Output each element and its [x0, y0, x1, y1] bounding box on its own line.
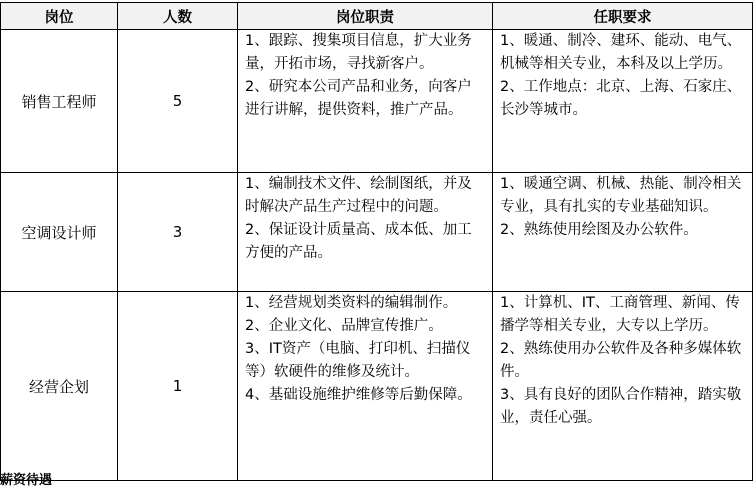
- table-row: [1, 30, 753, 173]
- requirements-cell: [493, 173, 753, 292]
- duty-item: 3、IT资产（电脑、打印机、扫描仪等）软硬件的维修及统计。: [245, 341, 471, 380]
- position-cell: 经营企划: [1, 292, 118, 481]
- count-cell: 1: [118, 292, 238, 481]
- count-cell: 5: [118, 30, 238, 173]
- table-row: [1, 292, 753, 481]
- table-row: [1, 173, 753, 292]
- footer-heading-fragment: 薪资待遇: [0, 473, 53, 488]
- position-cell: 空调设计师: [1, 173, 118, 292]
- requirement-item: 2、工作地点：北京、上海、石家庄、长沙等城市。: [500, 79, 742, 118]
- duty-item: 1、经营规划类资料的编辑制作。: [245, 295, 458, 311]
- header-count: 人数: [118, 3, 238, 30]
- job-positions-table: [0, 2, 753, 488]
- duties-cell: [238, 30, 493, 173]
- requirement-item: 3、具有良好的团队合作精神，踏实敬业，责任心强。: [500, 387, 742, 426]
- duty-item: 1、编制技术文件、绘制图纸，并及时解决产品生产过程中的问题。: [245, 176, 472, 215]
- requirements-cell: [493, 292, 753, 481]
- duties-cell: [238, 292, 493, 481]
- duty-item: 2、研究本公司产品和业务，向客户进行讲解，提供资料，推广产品。: [245, 79, 472, 118]
- duty-item: 2、企业文化、品牌宣传推广。: [245, 318, 443, 334]
- requirement-item: 2、熟练使用绘图及办公软件。: [500, 222, 698, 238]
- requirements-cell: [493, 30, 753, 173]
- duty-item: 4、基础设施维护维修等后勤保障。: [245, 387, 472, 403]
- duty-item: 1、跟踪、搜集项目信息，扩大业务量，开拓市场，寻找新客户。: [245, 33, 472, 72]
- header-requirements: 任职要求: [493, 3, 753, 30]
- count-cell: 3: [118, 173, 238, 292]
- duties-cell: [238, 173, 493, 292]
- position-cell: 销售工程师: [1, 30, 118, 173]
- requirement-item: 1、暖通空调、机械、热能、制冷相关专业，具有扎实的专业基础知识。: [500, 176, 742, 215]
- requirement-item: 1、暖通、制冷、建环、能动、电气、机械等相关专业，本科及以上学历。: [500, 33, 742, 72]
- duty-item: 2、保证设计质量高、成本低、加工方便的产品。: [245, 222, 472, 261]
- requirement-item: 1、计算机、IT、工商管理、新闻、传播学等相关专业，大专以上学历。: [500, 295, 740, 334]
- header-position: 岗位: [1, 3, 118, 30]
- requirement-item: 2、熟练使用办公软件及各种多媒体软件。: [500, 341, 742, 380]
- table-header-row: [1, 3, 753, 30]
- header-duties: 岗位职责: [238, 3, 493, 30]
